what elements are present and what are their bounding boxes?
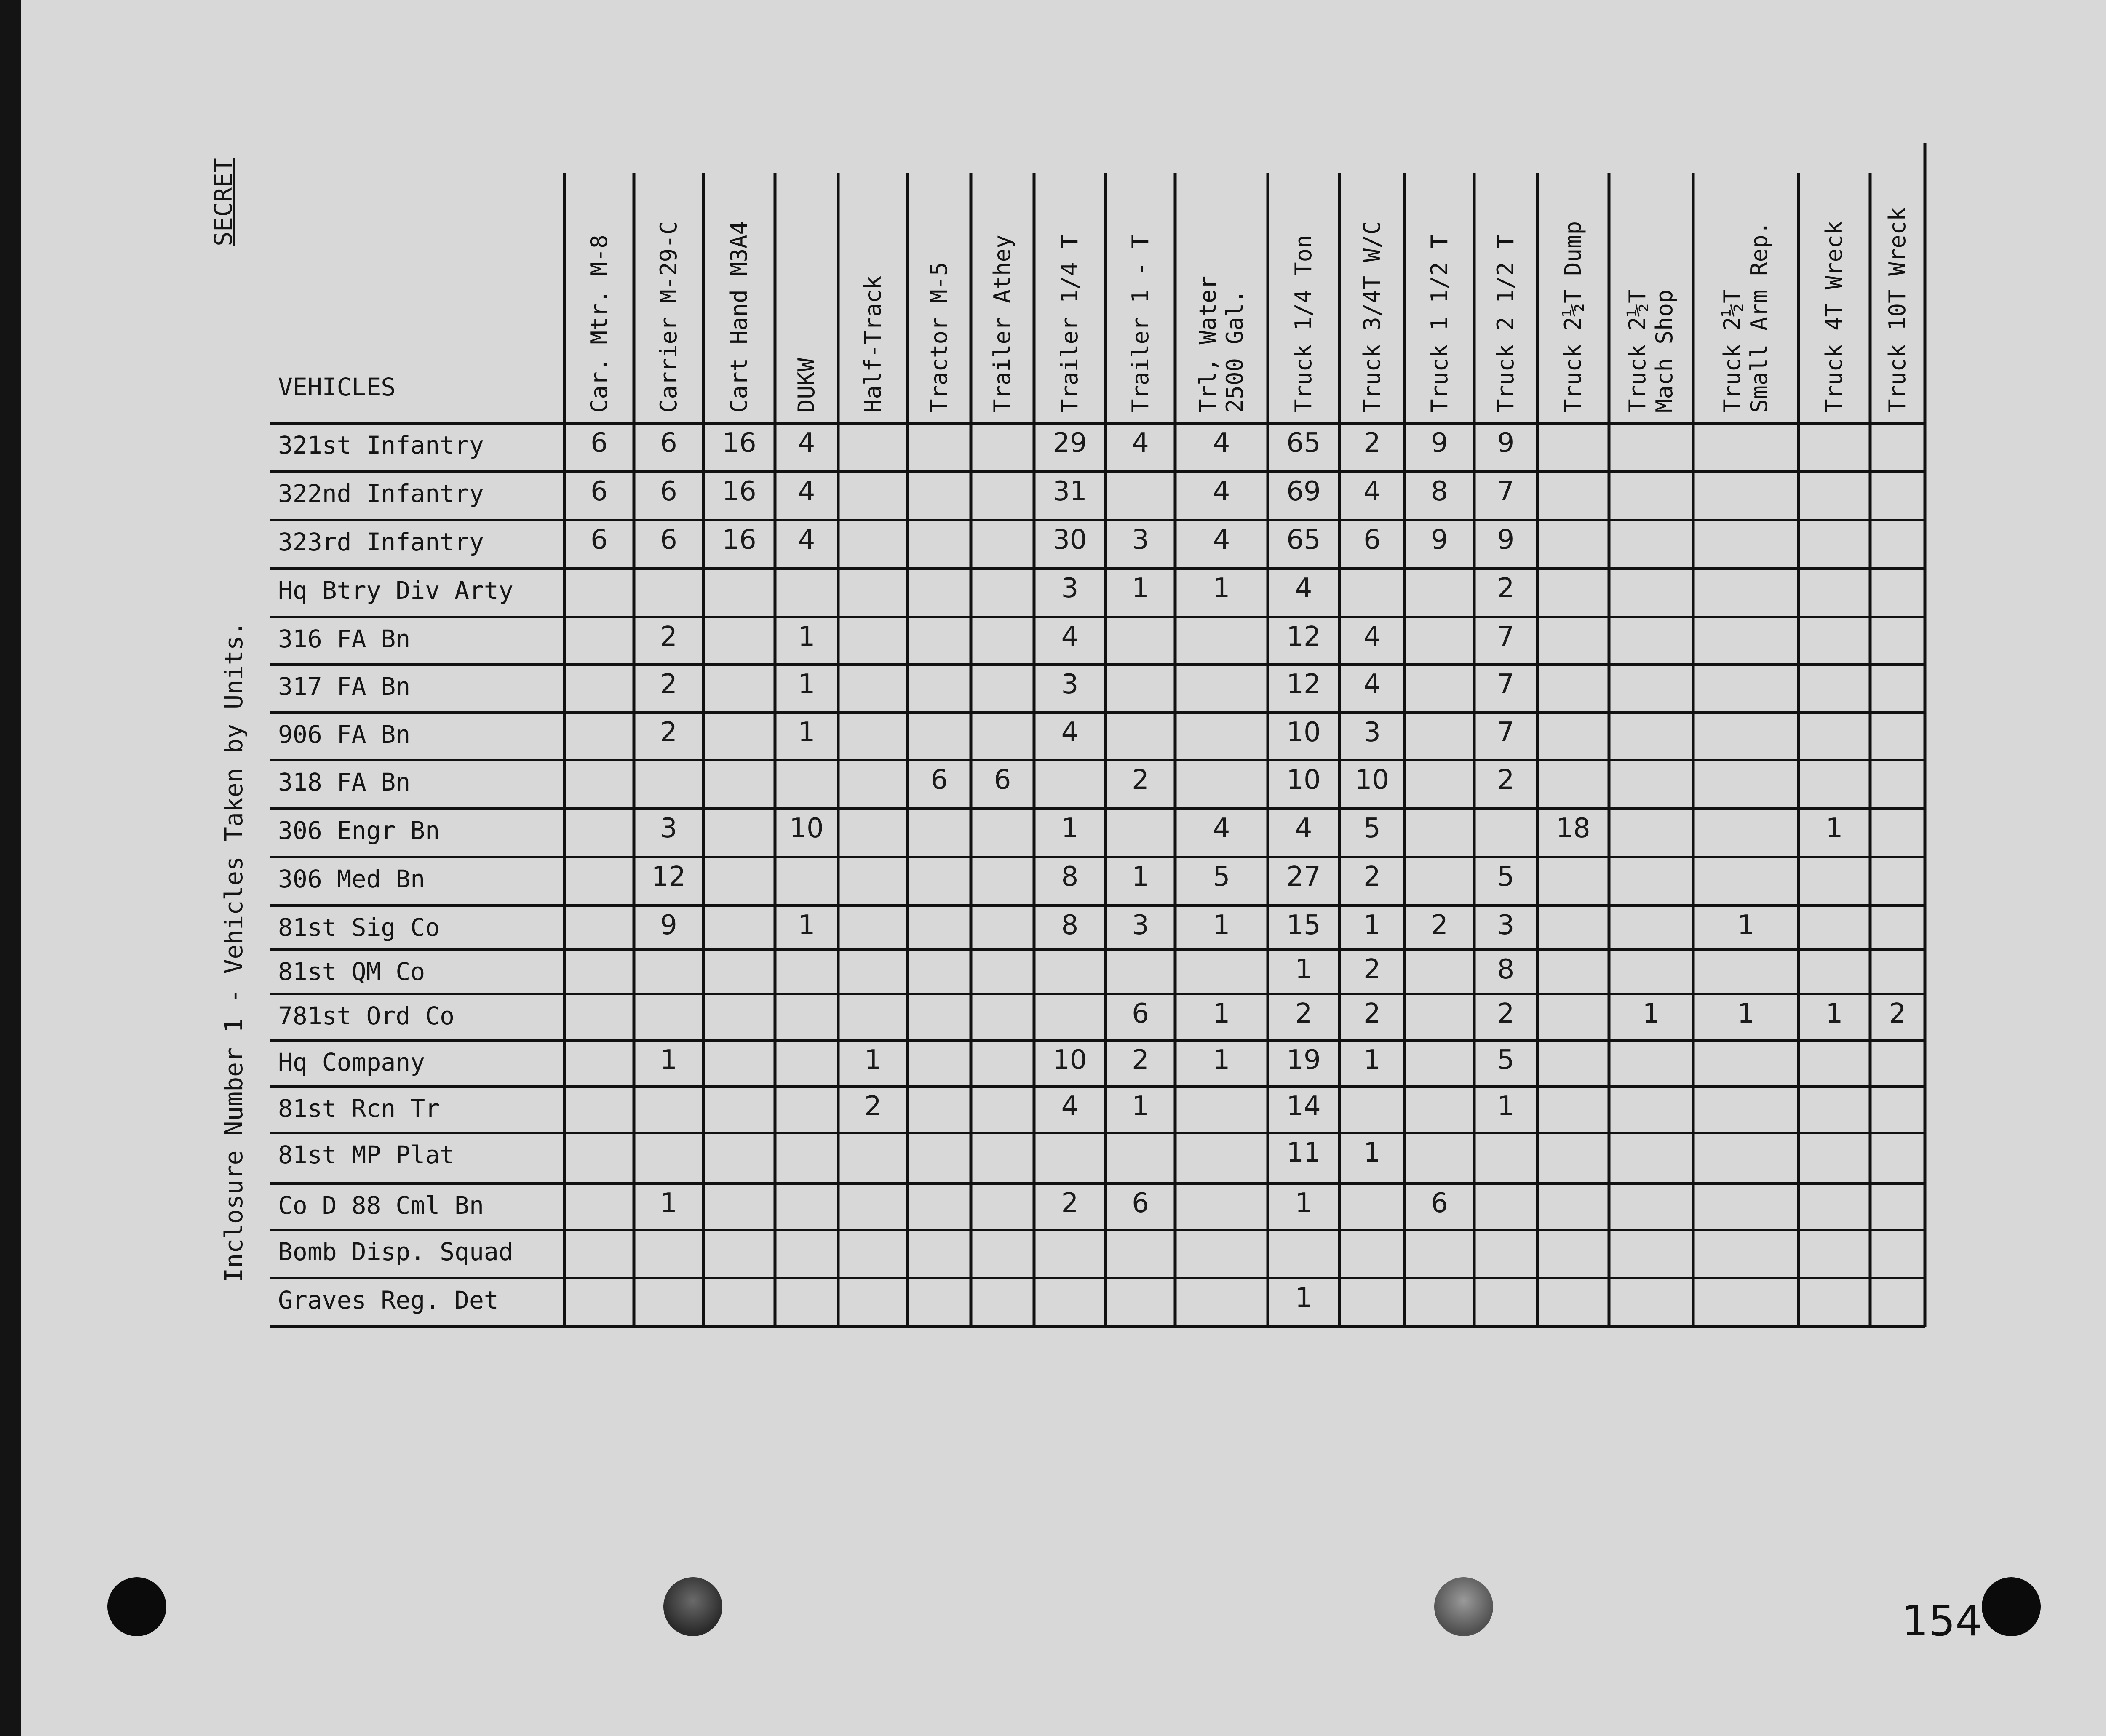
- table-cell: 1: [798, 717, 815, 748]
- table-cell: 1: [1295, 1188, 1312, 1219]
- table-cell: 1: [1061, 813, 1079, 844]
- table-cell: 2: [1132, 764, 1149, 796]
- table-cell: 3: [1061, 573, 1079, 604]
- table-cell: 4: [1295, 813, 1312, 844]
- table-cell: 2: [1363, 427, 1381, 459]
- table-cell: 1: [798, 621, 815, 652]
- table-cell: 3: [1132, 524, 1149, 556]
- table-cell: 1: [1213, 573, 1230, 604]
- table-cell: 6: [930, 764, 948, 796]
- column-header: Cart Hand M3A4: [726, 221, 752, 413]
- table-cell: 1: [1363, 1044, 1381, 1076]
- table-cell: 1: [798, 910, 815, 941]
- table-cell: 9: [1497, 427, 1515, 459]
- table-cell: 1: [1132, 1091, 1149, 1122]
- table-cell: 2: [1061, 1188, 1079, 1219]
- table-cell: 1: [1213, 910, 1230, 941]
- table-cell: 10: [1355, 764, 1390, 796]
- table-cell: 7: [1497, 621, 1515, 652]
- table-cell: 5: [1497, 1044, 1515, 1076]
- table-cell: 6: [1363, 524, 1381, 556]
- table-cell: 3: [660, 813, 677, 844]
- table-cell: 69: [1286, 476, 1321, 507]
- table-cell: 1: [1213, 998, 1230, 1029]
- table-cell: 2: [1497, 998, 1515, 1029]
- column-header: Truck 3/4T W/C: [1358, 221, 1385, 413]
- table-cell: 1: [1132, 861, 1149, 892]
- unit-name: 323rd Infantry: [278, 528, 484, 556]
- table-cell: 4: [1061, 717, 1079, 748]
- table-cell: 4: [1213, 524, 1230, 556]
- table-cell: 9: [1497, 524, 1515, 556]
- table-cell: 1: [1213, 1044, 1230, 1076]
- table-cell: 1: [1295, 1282, 1312, 1314]
- table-cell: 7: [1497, 717, 1515, 748]
- table-cell: 8: [1061, 861, 1079, 892]
- table-cell: 5: [1363, 813, 1381, 844]
- table-cell: 6: [591, 524, 608, 556]
- unit-name: 318 FA Bn: [278, 768, 411, 796]
- column-header: Carrier M-29-C: [655, 221, 682, 413]
- table-cell: 2: [660, 669, 677, 700]
- table-cell: 1: [1363, 910, 1381, 941]
- table-cell: 4: [1061, 1091, 1079, 1122]
- table-cell: 8: [1497, 954, 1515, 985]
- table-cell: 4: [1132, 427, 1149, 459]
- table-cell: 1: [1363, 1137, 1381, 1168]
- column-header: Truck 2½T Mach Shop: [1624, 289, 1678, 413]
- table-cell: 8: [1061, 910, 1079, 941]
- table-cell: 2: [1363, 998, 1381, 1029]
- column-header: Car. Mtr. M-8: [585, 235, 612, 413]
- table-cell: 4: [1061, 621, 1079, 652]
- table-cell: 1: [1497, 1091, 1515, 1122]
- table-cell: 6: [994, 764, 1011, 796]
- table-cell: 7: [1497, 669, 1515, 700]
- column-header: DUKW: [793, 358, 820, 413]
- table-cell: 11: [1286, 1137, 1321, 1168]
- table-cell: 2: [1497, 764, 1515, 796]
- table-cell: 6: [591, 476, 608, 507]
- table-cell: 6: [660, 476, 677, 507]
- table-cell: 4: [798, 524, 815, 556]
- table-cell: 4: [1363, 669, 1381, 700]
- table-cell: 4: [1213, 813, 1230, 844]
- unit-name: 81st MP Plat: [278, 1140, 455, 1169]
- table-cell: 6: [1132, 998, 1149, 1029]
- table-cell: 6: [660, 524, 677, 556]
- table-cell: 3: [1061, 669, 1079, 700]
- table-cell: 9: [1431, 524, 1448, 556]
- column-header: Truck 2 1/2 T: [1492, 235, 1519, 413]
- column-header: Truck 10T Wreck: [1884, 207, 1911, 413]
- table-cell: 16: [722, 427, 756, 459]
- table-cell: 31: [1053, 476, 1087, 507]
- table-cell: 16: [722, 524, 756, 556]
- table-cell: 4: [1213, 476, 1230, 507]
- table-cell: 6: [660, 427, 677, 459]
- column-header: Truck 2½T Small Arm Rep.: [1719, 221, 1772, 413]
- table-cell: 3: [1363, 717, 1381, 748]
- column-header: Tractor M-5: [926, 262, 952, 413]
- unit-name: Hq Btry Div Arty: [278, 576, 513, 605]
- table-cell: 12: [1286, 621, 1321, 652]
- table-cell: 18: [1556, 813, 1590, 844]
- table-cell: 12: [651, 861, 686, 892]
- unit-name: 322nd Infantry: [278, 479, 484, 508]
- table-cell: 30: [1053, 524, 1087, 556]
- table-cell: 2: [660, 621, 677, 652]
- table-cell: 6: [1431, 1188, 1448, 1219]
- table-cell: 2: [864, 1091, 882, 1122]
- table-cell: 5: [1213, 861, 1230, 892]
- table-cell: 14: [1286, 1091, 1321, 1122]
- table-cell: 2: [1363, 861, 1381, 892]
- column-header: Truck 1/4 Ton: [1290, 235, 1317, 413]
- unit-name: Co D 88 Cml Bn: [278, 1191, 484, 1220]
- table-cell: 2: [1431, 910, 1448, 941]
- unit-name: 81st Rcn Tr: [278, 1094, 440, 1123]
- punch-hole: [1982, 1577, 2041, 1636]
- unit-name: 306 Engr Bn: [278, 816, 440, 845]
- unit-name: 81st Sig Co: [278, 913, 440, 942]
- column-header: Trl, Water 2500 Gal.: [1195, 275, 1248, 413]
- table-cell: 1: [1825, 813, 1843, 844]
- table-cell: 29: [1053, 427, 1087, 459]
- table-cell: 2: [1132, 1044, 1149, 1076]
- unit-name: Graves Reg. Det: [278, 1286, 499, 1314]
- table-cell: 1: [1825, 998, 1843, 1029]
- unit-name: 317 FA Bn: [278, 672, 411, 701]
- table-cell: 6: [1132, 1188, 1149, 1219]
- table-cell: 8: [1431, 476, 1448, 507]
- table-cell: 12: [1286, 669, 1321, 700]
- table-cell: 10: [789, 813, 824, 844]
- table-cell: 4: [1213, 427, 1230, 459]
- table-cell: 10: [1286, 717, 1321, 748]
- table-cell: 10: [1053, 1044, 1087, 1076]
- table-cell: 2: [1363, 954, 1381, 985]
- table-cell: 6: [591, 427, 608, 459]
- unit-name: 906 FA Bn: [278, 720, 411, 749]
- unit-name: 306 Med Bn: [278, 865, 425, 893]
- column-header: Truck 4T Wreck: [1821, 221, 1847, 413]
- table-cell: 10: [1286, 764, 1321, 796]
- unit-name: 321st Infantry: [278, 431, 484, 459]
- table-cell: 2: [1497, 573, 1515, 604]
- table-cell: 4: [1295, 573, 1312, 604]
- table-cell: 16: [722, 476, 756, 507]
- unit-name: 781st Ord Co: [278, 1002, 455, 1030]
- table-cell: 1: [798, 669, 815, 700]
- punch-hole: [1434, 1577, 1493, 1636]
- classification-marking: SECRET: [209, 158, 238, 246]
- table-cell: 1: [660, 1188, 677, 1219]
- table-cell: 2: [1295, 998, 1312, 1029]
- table-cell: 19: [1286, 1044, 1321, 1076]
- table-cell: 7: [1497, 476, 1515, 507]
- table-cell: 65: [1286, 524, 1321, 556]
- row-header-label: VEHICLES: [278, 373, 396, 401]
- page-number: 154: [1902, 1596, 1982, 1645]
- table-cell: 1: [864, 1044, 882, 1076]
- table-cell: 2: [1889, 998, 1906, 1029]
- table-cell: 5: [1497, 861, 1515, 892]
- table-cell: 15: [1286, 910, 1321, 941]
- table-cell: 3: [1497, 910, 1515, 941]
- table-cell: 1: [1642, 998, 1660, 1029]
- table-cell: 9: [660, 910, 677, 941]
- table-cell: 9: [1431, 427, 1448, 459]
- table-cell: 4: [798, 427, 815, 459]
- unit-name: 81st QM Co: [278, 957, 425, 986]
- column-header: Half-Track: [859, 275, 886, 413]
- column-header: Trailer 1 - T: [1127, 235, 1154, 413]
- table-cell: 1: [660, 1044, 677, 1076]
- column-header: Trailer Athey: [989, 235, 1016, 413]
- inclosure-title: Inclosure Number 1 - Vehicles Taken by Units.: [219, 621, 248, 1283]
- table-cell: 1: [1737, 910, 1755, 941]
- table-cell: 1: [1295, 954, 1312, 985]
- unit-name: Hq Company: [278, 1048, 425, 1076]
- table-cell: 4: [1363, 621, 1381, 652]
- table-cell: 1: [1737, 998, 1755, 1029]
- column-header: Trailer 1/4 T: [1056, 235, 1083, 413]
- unit-name: Bomb Disp. Squad: [278, 1237, 513, 1266]
- table-cell: 4: [1363, 476, 1381, 507]
- punch-hole: [663, 1577, 722, 1636]
- table-cell: 2: [660, 717, 677, 748]
- column-header: Truck 2½T Dump: [1560, 221, 1586, 413]
- table-cell: 4: [798, 476, 815, 507]
- table-cell: 27: [1286, 861, 1321, 892]
- column-header: Truck 1 1/2 T: [1426, 235, 1453, 413]
- table-cell: 1: [1132, 573, 1149, 604]
- punch-hole: [107, 1577, 166, 1636]
- table-cell: 3: [1132, 910, 1149, 941]
- unit-name: 316 FA Bn: [278, 625, 411, 653]
- table-cell: 65: [1286, 427, 1321, 459]
